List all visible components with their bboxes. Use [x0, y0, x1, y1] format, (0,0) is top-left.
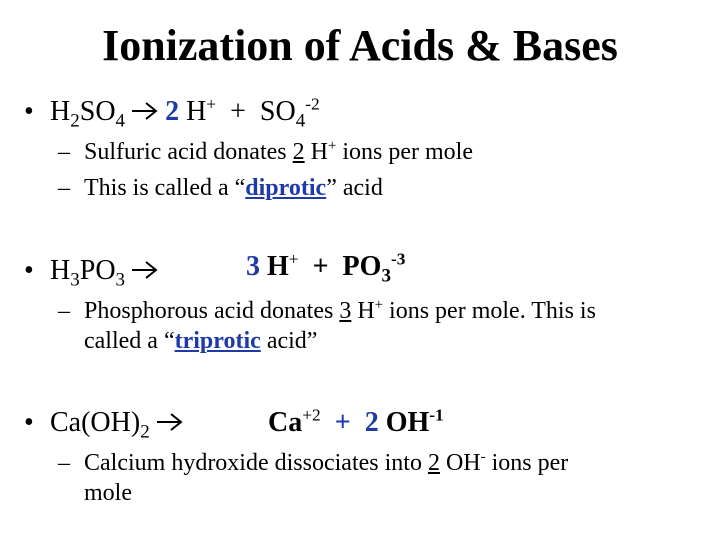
- reaction-arrow-icon: [131, 260, 159, 280]
- product-side: 2 $H^+ + SO_4^{-2}$: [165, 94, 320, 132]
- equation-phosphorous: • $H_3PO_3$: [24, 254, 165, 288]
- reactant-h3po3: $H_3PO_3$: [50, 255, 126, 291]
- slide-title: Ionization of Acids & Bases: [102, 21, 618, 70]
- ion-count-3: 3: [339, 298, 352, 324]
- calcium-note-1: – Calcium hydroxide dissociates into 2 OH- ions per: [58, 449, 569, 476]
- phosphorous-note-1: – Phosphorous acid donates 3 H+ ions per mole. This is: [58, 297, 596, 324]
- ion-count-2: 2: [292, 139, 305, 165]
- equation-calcium: • $Ca(OH)_2$: [24, 406, 190, 440]
- reactant-caoh2: $Ca(OH)_2$: [50, 407, 150, 443]
- ion-count-2-oh: 2: [427, 450, 440, 476]
- reaction-arrow-icon: [156, 412, 184, 432]
- product-calcium: $Ca^{+2} + 2$ $OH^{-1}$: [268, 405, 444, 438]
- calcium-note-2: mole: [84, 480, 132, 506]
- term-triprotic: triprotic: [174, 328, 261, 354]
- sulfuric-note-1: – Sulfuric acid donates 2 H+ ions per mole: [58, 138, 473, 165]
- product-phosphorous: 3 $H^+ + PO_3^{-3}$: [246, 249, 406, 287]
- term-diprotic: diprotic: [245, 175, 327, 201]
- phosphorous-note-2: called a “triprotic acid”: [84, 328, 318, 354]
- equation-sulfuric: [24, 94, 320, 132]
- reactant-h2so4: $H_2SO_4$: [50, 96, 126, 132]
- bullet-marker: •: [24, 96, 34, 127]
- reaction-arrow-icon: [131, 101, 159, 121]
- sulfuric-note-2: – This is called a “diprotic” acid: [58, 175, 383, 201]
